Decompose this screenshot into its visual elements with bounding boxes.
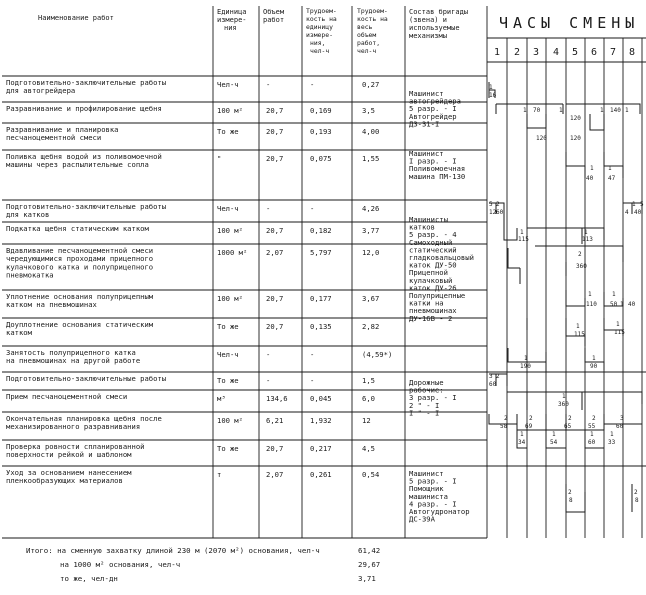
crew-line: Машинист [409,469,444,478]
gantt-label: 2 [592,415,596,422]
gantt-label: 360 [576,263,587,270]
gantt-label: 1 [524,355,528,362]
row-unit: " [217,154,222,163]
row-work-text: механизированного разравнивания [6,422,141,432]
row-labor-total: 3,77 [362,226,380,235]
row-work-text: Прием песчаноцементной смеси [6,392,128,401]
gantt-label: 2 [496,201,500,208]
header-crew-l2: (звена) и [409,16,447,24]
gantt-label: 3 [620,415,624,422]
row-volume: 20,7 [266,226,284,235]
row-unit: м³ [217,394,226,403]
totals-line1: Итого: на сменную захватку длиной 230 м (2070 м²) основания, чел-ч [26,546,320,555]
row-work-text: для автогрейдера [6,86,76,96]
crew-line: гладковальцовый [409,253,474,262]
header-crew-l4: механизмы [409,32,447,40]
row-work-text: катком на пневмошинах [6,300,97,310]
row-labor-total: 2,82 [362,322,380,331]
gantt-label: 5 [489,201,493,208]
gantt-label: 40 [586,175,594,182]
header-unit-l2: измере- [217,16,247,24]
row-work-text: Подготовительно-заключительные работы [6,374,167,383]
gantt-chart [489,82,642,512]
gantt-label: 70 [533,107,541,114]
crew-line: катки на [409,298,444,308]
gantt-label: 1 [489,84,493,91]
table-rows [6,78,392,485]
row-unit: То же [217,127,239,136]
table-row [6,246,379,280]
row-labor-unit: 0,193 [310,127,332,136]
hour-numbers [494,47,635,58]
hour-4: 4 [553,47,560,58]
header-labor-total [357,7,392,55]
row-work-text: Подготовительно-заключительные работы [6,202,167,211]
row-labor-unit: - [310,376,315,385]
crew-line: I разр. - I [409,156,457,166]
row-labor-total: (4,59*) [362,350,393,359]
gantt-label: 58 [500,423,508,430]
crew-line: автогрейдера [409,96,461,106]
header-unit-l1: Единица [217,8,247,16]
header-labor-unit-l1: Трудоем- [306,7,337,15]
row-work-text: поверхности рейкой и шаблоном [6,450,132,460]
row-work-text: чередующимися проходами прицепного [6,254,154,264]
gantt-label: 1 [616,321,620,328]
row-unit: 1000 м² [217,248,248,257]
gantt-label: 8 [635,497,639,504]
row-work-text: Доуплотнение основания статическим [6,320,154,329]
gantt-label: 50 [610,301,618,308]
gantt-label: 55 [588,423,596,430]
crew-line: Помощник [409,484,444,494]
header-labor-total-l2: кость на [357,15,388,23]
gantt-label: 1 [559,107,563,114]
crew-line: рабочие: [409,385,444,395]
crew-line: Полуприцепные [409,291,466,300]
header-labor-unit-l2: кость на [306,15,337,23]
row-unit: То же [217,444,239,453]
table-row [6,468,379,485]
row-volume: 20,7 [266,322,284,331]
gantt-label: 54 [550,439,558,446]
gantt-label: 60 [588,439,596,446]
header-labor-unit-l3: единицу [306,23,333,31]
gantt-label: 1 [552,431,556,438]
crew-line: каток ДУ-50 [409,260,457,270]
gantt-label: 1 [590,431,594,438]
gantt-bar [508,246,623,284]
crew-line: 4 разр. - I [409,499,457,509]
crew-line: Дорожные [409,378,444,387]
gantt-bar [566,152,585,178]
crew-line: пневмошинах [409,306,457,316]
crew-line: машиниста [409,491,448,501]
table-row [6,414,371,431]
header-labor-unit-l6: чел-ч [310,47,330,55]
hour-6: 6 [591,47,598,58]
row-labor-total: 3,67 [362,294,380,303]
header-labor-total-l4: объем [357,31,377,39]
crew-line: Самоходный [409,237,453,247]
crew-line: кулачковый [409,275,453,285]
gantt-label: 120 [570,135,581,142]
row-work-text: Подготовительно-заключительные работы [6,78,167,87]
table-row [6,442,375,459]
gantt-label: 60 [489,381,497,388]
gantt-label: 190 [520,363,531,370]
crew-line: 5 разр. - I [409,104,457,114]
table-row [6,78,379,95]
gantt-label: 60 [496,209,504,216]
gantt-label: 2 [568,415,572,422]
crew-line: 5 разр. - I [409,476,457,486]
row-labor-total: 4,5 [362,444,375,453]
row-labor-unit: 0,182 [310,226,332,235]
gantt-label: 47 [608,175,616,182]
gantt-bar [507,392,642,410]
crew-line: Автогудронатор [409,507,470,516]
table-row [6,152,379,169]
row-work-text: для катков [6,210,50,220]
gantt-label: 120 [536,135,547,142]
gantt-label: 1 [610,431,614,438]
row-labor-total: 1,5 [362,376,375,385]
row-work-text: Вдавливание песчаноцементной смеси [6,246,154,255]
row-work-text: катком [6,328,32,338]
row-labor-unit: 5,797 [310,248,332,257]
row-volume: - [266,350,271,359]
gantt-label: 1 [600,107,604,114]
crew-line: 3 разр. - I [409,393,457,403]
row-work-text: Занятость полуприцепного катка [6,348,136,357]
row-labor-unit: 1,932 [310,416,332,425]
gantt-label: 33 [608,439,616,446]
hour-7: 7 [610,47,617,58]
gantt-label: 1 [562,393,566,400]
row-work-text: Разравнивание и планировка [6,125,119,134]
gantt-label: 115 [614,329,625,336]
crew-cell [409,378,457,417]
gantt-label: 120 [570,115,581,122]
row-labor-unit: - [310,204,315,213]
crew-line: 2 " - I [409,400,440,410]
header-volume-l2: работ [263,16,285,24]
table-row [6,348,392,365]
table-row [6,125,379,142]
gantt-label: 2 [578,251,582,258]
crew-line: Машинист [409,89,444,98]
row-labor-total: 1,55 [362,154,380,163]
gantt-label: 1 [632,201,636,208]
header-volume-l1: Объем [263,8,285,16]
row-work-text: песчаноцементной смеси [6,133,102,143]
row-work-text: Окончательная планировка щебня после [6,414,162,423]
row-volume: 20,7 [266,154,284,163]
gantt-label: 1 [590,165,594,172]
row-unit: т [217,470,222,479]
row-labor-total: 3,5 [362,106,375,115]
header-labor-total-l3: весь [357,23,373,31]
gantt-label: 1 [588,291,592,298]
row-volume: 134,6 [266,394,288,403]
row-volume: 6,21 [266,416,284,425]
header-unit-l3: ния [224,24,237,32]
row-labor-total: 12 [362,416,371,425]
gantt-label: 2 [568,489,572,496]
hour-1: 1 [494,47,501,58]
gantt-label: 2 [496,373,500,380]
hour-3: 3 [533,47,540,58]
gantt-label: 60 [616,423,624,430]
gantt-label: 3 [489,373,493,380]
crew-line: машина ПМ-130 [409,171,466,181]
gantt-label: 1 [520,229,524,236]
crew-line: ДС-39А [409,514,435,524]
row-labor-total: 0,27 [362,80,380,89]
totals-value1: 61,42 [358,546,381,555]
gantt-label: 90 [590,363,598,370]
gantt-label: 5 [640,201,644,208]
gantt-label: 1 [523,107,527,114]
crew-cell [409,149,465,181]
row-volume: - [266,204,271,213]
gantt-label: 65 [564,423,572,430]
gantt-bar [496,104,563,128]
row-labor-unit: 0,217 [310,444,332,453]
hour-8: 8 [629,47,636,58]
header-unit [217,8,251,32]
row-work-text: кулачкового катка и полуприцепного [6,262,154,272]
gantt-label: 1 [608,165,612,172]
gantt-label: 1 [620,301,624,308]
gantt-label: 34 [518,439,526,446]
gantt-label: 1 [584,229,588,236]
row-work-text: пневмокатка [6,270,54,280]
totals-value2: 29,67 [358,560,381,569]
crew-cell [409,215,474,323]
crew-line: Прицепной [409,268,448,278]
crew-cells [409,89,474,524]
table-row [6,392,375,403]
gantt-label: 1 [576,323,580,330]
table-row [6,374,375,385]
row-work-text: Подкатка щебня статическим катком [6,224,149,233]
row-unit: То же [217,322,239,331]
crew-cell [409,89,461,128]
row-labor-total: 0,54 [362,470,380,479]
table-row [6,320,379,337]
row-labor-unit: 0,045 [310,394,332,403]
header-labor-total-l5: работ, [357,39,381,47]
row-unit: 100 м² [217,106,243,115]
row-volume: 2,07 [266,470,284,479]
row-unit: 100 м² [217,416,243,425]
gantt-label: 113 [582,236,593,243]
row-labor-total: 12,0 [362,248,380,257]
header-labor-unit-l4: измере- [306,31,333,39]
row-work-text: Разравнивание и профилирование щебня [6,104,162,113]
gantt-label: 2 [634,489,638,496]
gantt-label: 40 [628,301,636,308]
gantt-label: 1 [520,431,524,438]
row-unit: То же [217,376,239,385]
table-row [6,104,375,115]
row-unit: 100 м² [217,294,243,303]
gantt-label: 12 [489,209,497,216]
header-volume [263,8,288,24]
crew-line: Автогрейдер [409,111,457,121]
crew-line: Машинисты [409,215,448,224]
header-crew [409,8,472,40]
row-volume: 20,7 [266,106,284,115]
row-volume: - [266,376,271,385]
gantt-label: 140 [610,107,621,114]
row-work-text: Уплотнение основания полуприцепным [6,292,154,301]
header-crew-l1: Состав бригады [409,8,469,16]
totals-value3: 3,71 [358,574,376,583]
row-volume: 20,7 [266,444,284,453]
totals-line2: на 1000 м² основания, чел-ч [60,560,181,569]
crew-line: 5 разр. - 4 [409,230,457,240]
row-volume: 2,07 [266,248,284,257]
crew-line: I " - I [409,408,440,418]
row-unit: Чел-ч [217,204,239,213]
crew-cell [409,469,470,524]
row-volume: - [266,80,271,89]
table-row [6,292,379,309]
header-labor-total-l1: Трудоем- [357,7,388,15]
gantt-label: 1 [625,107,629,114]
gantt-label: 115 [574,331,585,338]
gantt-label: 4 [625,209,629,216]
gantt-label: 40 [634,209,642,216]
table-row [6,224,379,235]
row-unit: Чел-ч [217,350,239,359]
row-work-text: пленкообразующих материалов [6,476,123,486]
crew-line: каток ДУ-26 [409,283,457,293]
crew-line: ДУ-16В - 2 [409,313,453,323]
header-crew-l3: используемые [409,24,460,32]
crew-line: Машинист [409,149,444,158]
header-labor-unit-l5: ния, [310,39,326,47]
gantt-label: 2 [504,415,508,422]
row-labor-unit: 0,169 [310,106,332,115]
crew-line: катков [409,222,435,232]
gantt-label: 1 [592,355,596,362]
crew-line: Поливомоечная [409,164,466,174]
row-unit: Чел-ч [217,80,239,89]
hour-2: 2 [514,47,521,58]
row-labor-unit: - [310,350,315,359]
crew-line: ДЗ-31-I [409,119,440,129]
row-labor-unit: 0,261 [310,470,332,479]
row-work-text: на пневмошинах на другой работе [6,356,141,366]
gantt-label: 110 [586,301,597,308]
gantt-label: 360 [558,401,569,408]
header-labor-total-l6: чел-ч [357,47,377,55]
row-labor-unit: - [310,80,315,89]
row-labor-total: 6,0 [362,394,375,403]
row-labor-unit: 0,177 [310,294,332,303]
row-labor-total: 4,00 [362,127,380,136]
header-labor-unit [306,7,341,55]
row-unit: 100 м² [217,226,243,235]
hours-title: ЧАСЫ СМЕНЫ [499,14,640,32]
totals-line3: то же, чел-дн [60,574,118,583]
row-volume: 20,7 [266,127,284,136]
row-labor-total: 4,26 [362,204,380,213]
row-labor-unit: 0,135 [310,322,332,331]
gantt-label: 8 [569,497,573,504]
row-labor-unit: 0,075 [310,154,332,163]
row-work-text: Поливка щебня водой из поливомоечной [6,152,162,161]
gantt-label: 115 [518,236,529,243]
row-work-text: машины через распылительные сопла [6,160,149,170]
row-work-text: Уход за основанием нанесением [6,468,132,477]
header-work: Наименование работ [38,14,114,22]
crew-line: статический [409,245,457,255]
gantt-label: 16 [489,92,497,99]
hour-5: 5 [572,47,579,58]
row-work-text: Проверка ровности спланированной [6,442,145,451]
row-volume: 20,7 [266,294,284,303]
gantt-label: 2 [529,415,533,422]
gantt-label: 69 [525,423,533,430]
table-row [6,202,379,219]
gantt-label: 1 [612,291,616,298]
